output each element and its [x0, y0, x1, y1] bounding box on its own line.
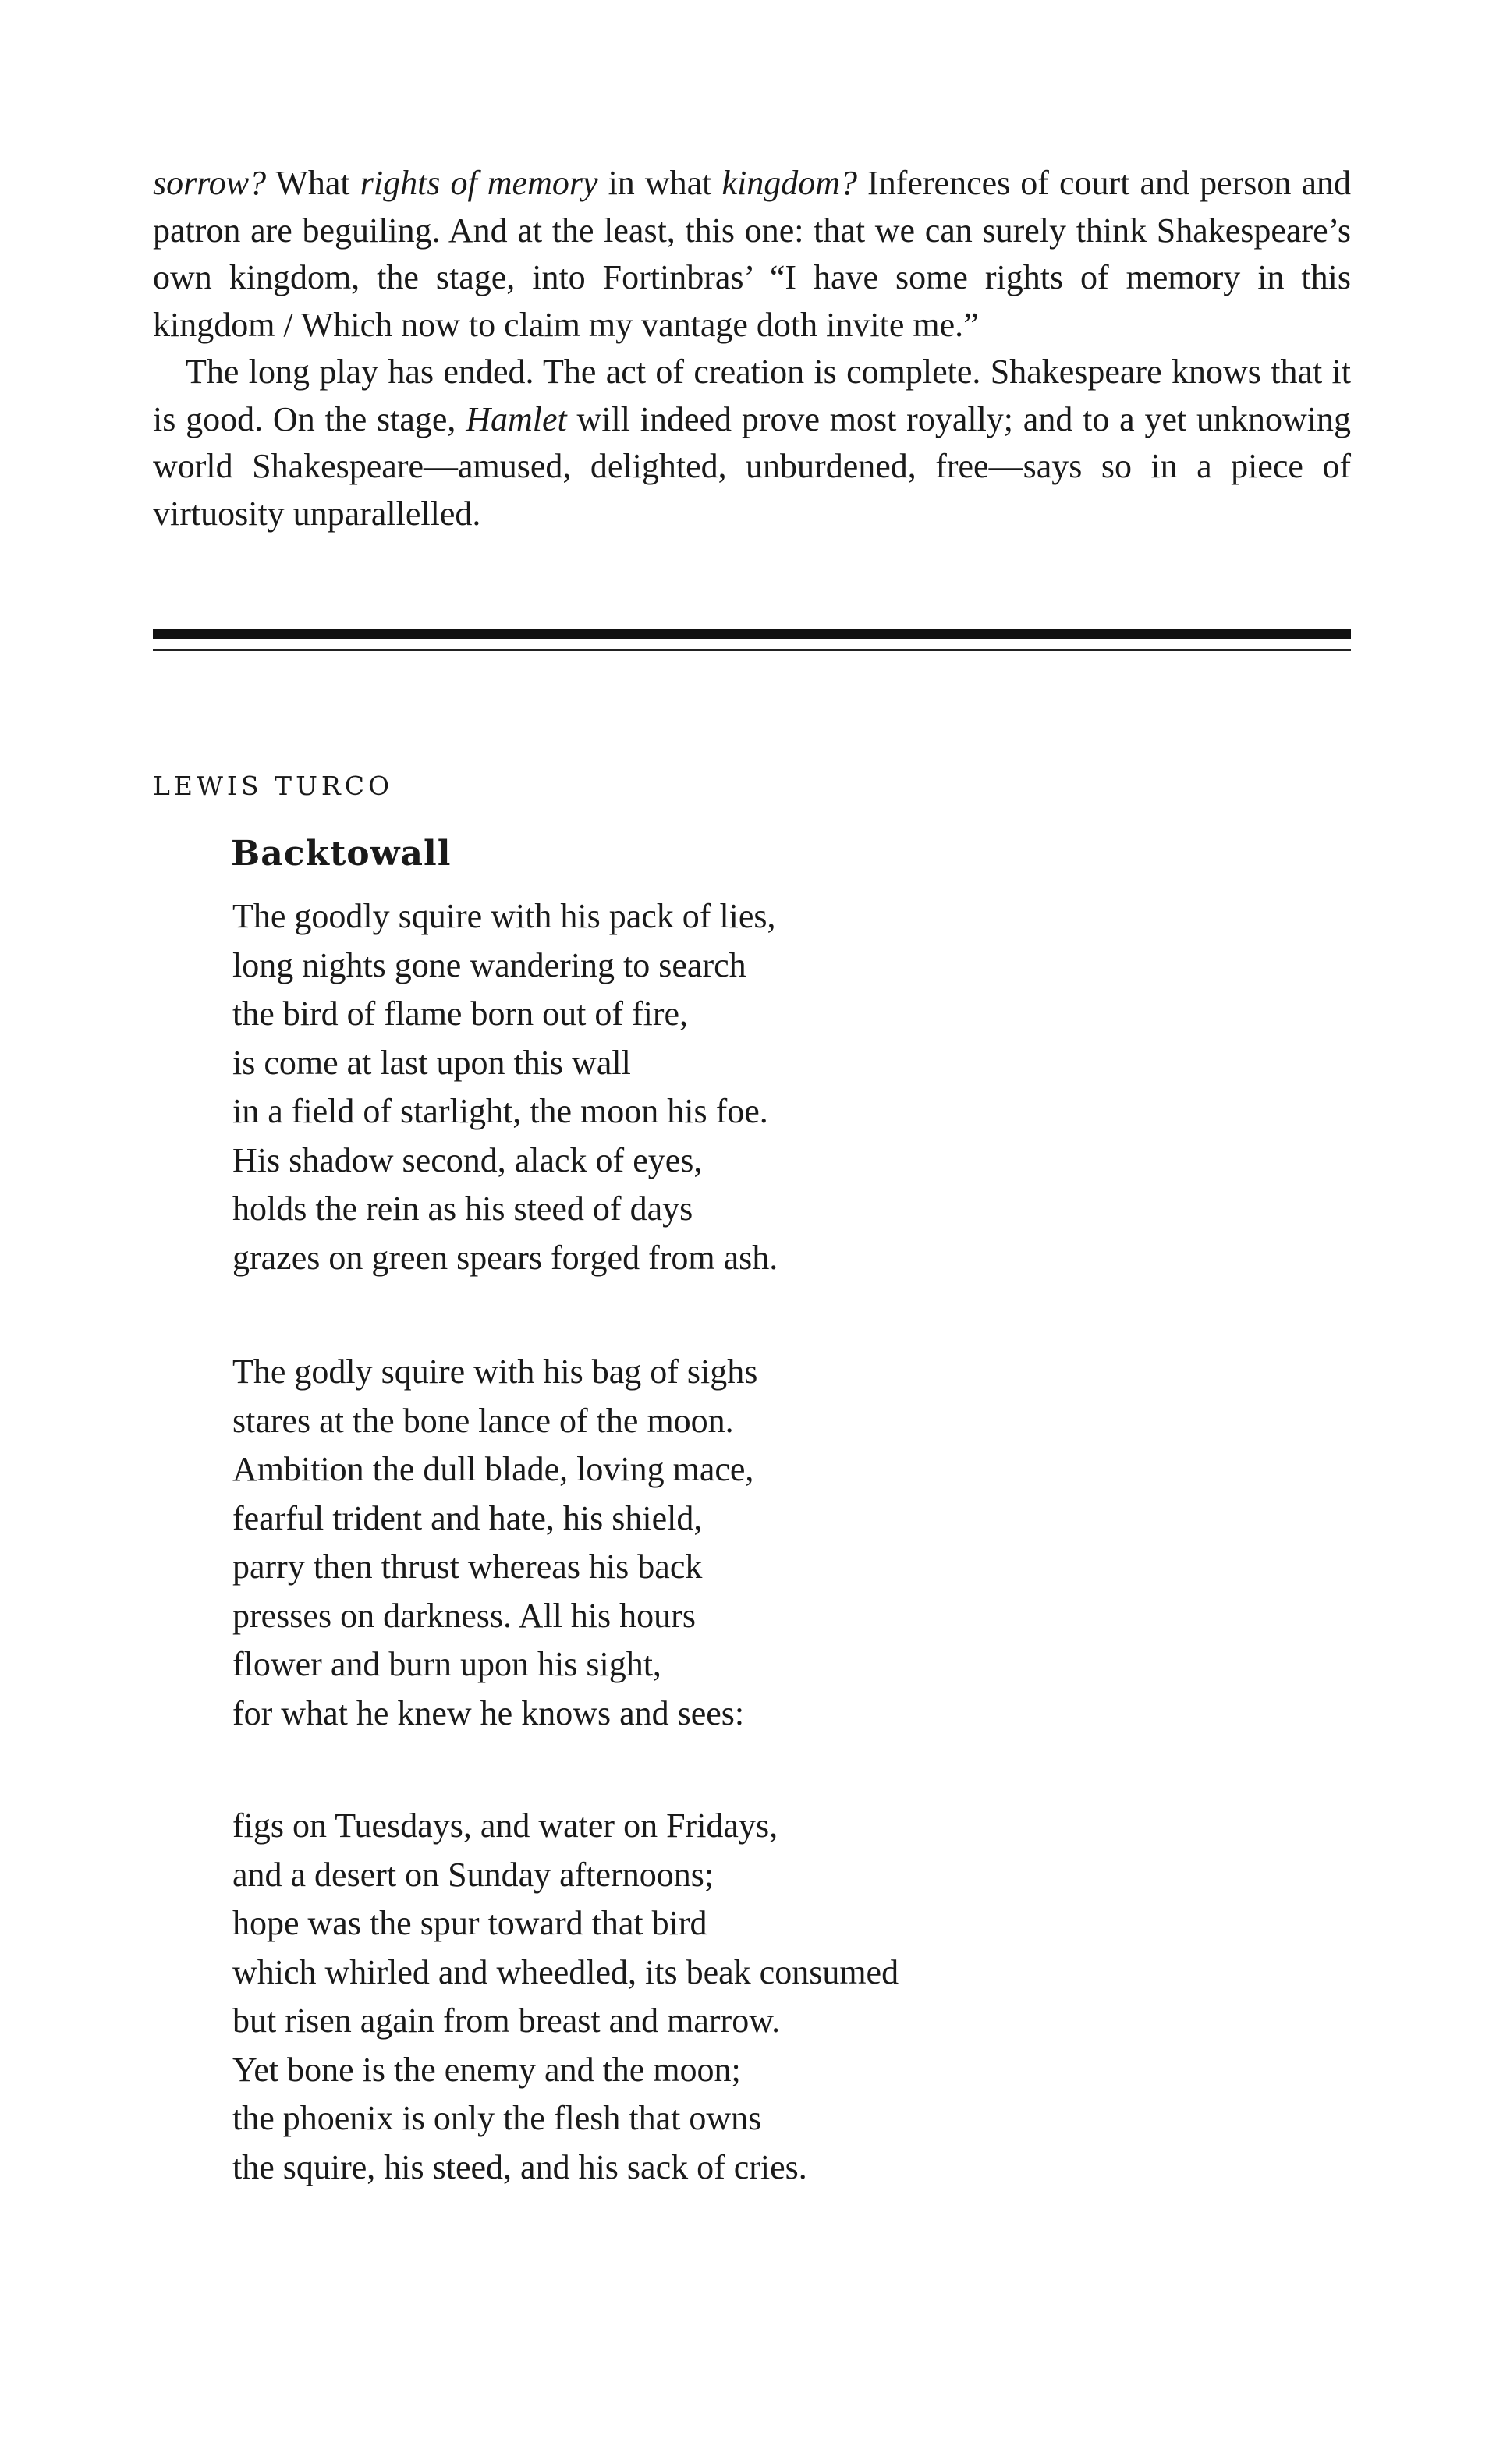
text-run: in what	[597, 164, 722, 202]
essay-ending	[153, 160, 1351, 537]
text-run: The long play has ended. The act of creation is complete. Shakespeare knows that it is good. On the stage,	[153, 353, 1351, 438]
poem-line: His shadow second, alack of eyes,	[232, 1140, 703, 1179]
section-divider-thick	[153, 629, 1351, 639]
italic-phrase: sorrow?	[153, 164, 267, 202]
poem-line: parry then thrust whereas his back	[232, 1548, 703, 1586]
poem-line: figs on Tuesdays, and water on Fridays,	[232, 1806, 778, 1845]
poem-line: fearful trident and hate, his shield,	[232, 1498, 703, 1537]
poem-line: The godly squire with his bag of sighs	[232, 1353, 758, 1391]
italic-title-hamlet: Hamlet	[466, 399, 567, 438]
essay-paragraph-1	[153, 160, 1351, 349]
poem-stanza-1	[232, 892, 778, 1282]
section-divider-thin	[153, 649, 1351, 651]
poem-line: the squire, his steed, and his sack of cries.	[232, 2147, 807, 2186]
text-run: What	[266, 164, 360, 202]
poem-line: presses on darkness. All his hours	[232, 1596, 696, 1635]
poem-line: long nights gone wandering to search	[232, 945, 746, 984]
poem-line: for what he knew he knows and sees:	[232, 1693, 745, 1732]
text-run: Inferences of court and person and patron are beguiling. And at the least, this one: that we can surely think Shakespeare’s own kingdom, the stage, into Fortinbras’ “I have some rights of memory in this kingdom / Which now to claim my vantage doth invite me.”	[153, 164, 1351, 344]
poem-author: LEWIS TURCO	[153, 771, 394, 801]
poem-line: The goodly squire with his pack of lies,	[232, 897, 776, 935]
poem-line: the bird of flame born out of fire,	[232, 994, 689, 1033]
poem-title: Backtowall	[231, 834, 452, 874]
poem-stanza-3	[232, 1802, 899, 2192]
poem-line: and a desert on Sunday afternoons;	[232, 1855, 714, 1894]
poem-line: stares at the bone lance of the moon.	[232, 1401, 734, 1440]
text-run: will indeed prove most royally; and to a yet unknowing world Shakespeare—amused, delighted, unburdened, free—says so in a piece of virtuosity unparallelled.	[153, 399, 1351, 533]
poem-line: but risen again from breast and marrow.	[232, 2001, 781, 2040]
poem-line: hope was the spur toward that bird	[232, 1904, 707, 1942]
poem-line: Ambition the dull blade, loving mace,	[232, 1450, 754, 1488]
italic-phrase: kingdom?	[721, 164, 857, 202]
poem-line: which whirled and wheedled, its beak consumed	[232, 1952, 899, 1991]
poem-line: in a field of starlight, the moon his foe.	[232, 1092, 768, 1130]
poem-line: is come at last upon this wall	[232, 1043, 631, 1082]
poem-line: the phoenix is only the flesh that owns	[232, 2099, 762, 2137]
poem-line: flower and burn upon his sight,	[232, 1645, 661, 1683]
poem-line: grazes on green spears forged from ash.	[232, 1238, 778, 1277]
italic-phrase: rights of memory	[360, 164, 598, 202]
poem-line: Yet bone is the enemy and the moon;	[232, 2050, 741, 2089]
poem-stanza-2	[232, 1348, 757, 1738]
poem-line: holds the rein as his steed of days	[232, 1189, 693, 1228]
essay-paragraph-2	[153, 349, 1351, 537]
